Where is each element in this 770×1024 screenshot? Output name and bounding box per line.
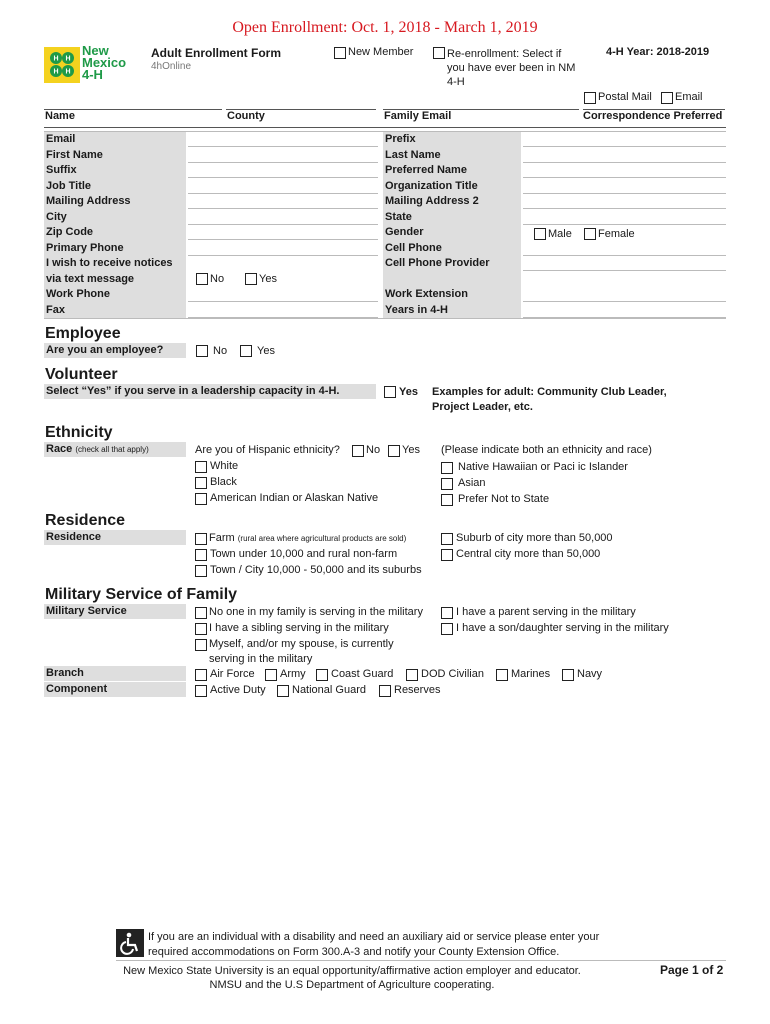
field-input-left[interactable]	[188, 301, 378, 302]
residence-option-label: Town under 10,000 and rural non-farm	[210, 548, 398, 560]
hispanic-question: Are you of Hispanic ethnicity?	[195, 444, 340, 456]
field-input-left[interactable]	[188, 177, 378, 178]
field-label-left: Fax	[46, 303, 65, 316]
gender-male-label: Male	[548, 228, 572, 240]
race-option-checkbox[interactable]	[195, 461, 207, 473]
field-label-left: Job Title	[46, 179, 92, 192]
branch-option-checkbox[interactable]	[406, 669, 418, 681]
field-label-right: Last Name	[385, 148, 441, 161]
field-label-left: Mailing Address	[46, 195, 131, 207]
field-label-right: Preferred Name	[385, 164, 467, 176]
branch-option-label: Army	[280, 668, 306, 680]
field-input-left[interactable]	[188, 255, 378, 256]
race-option-checkbox[interactable]	[441, 494, 453, 506]
field-label-left: I wish to receive notices	[46, 257, 173, 269]
race-option-checkbox[interactable]	[195, 477, 207, 489]
open-enrollment-title: Open Enrollment: Oct. 1, 2018 - March 1, 2019	[232, 19, 538, 36]
footer-divider	[116, 960, 726, 961]
farm-note: (rural area where agricultural products are sold)	[237, 534, 407, 543]
branch-option-label: Marines	[511, 668, 551, 680]
race-label: Race (check all that apply)	[46, 443, 149, 455]
component-option-label: Active Duty	[210, 684, 266, 696]
volunteer-yes-label: Yes	[399, 386, 418, 398]
field-label-right: Prefix	[385, 133, 416, 145]
ethnicity-heading: Ethnicity	[45, 424, 113, 441]
field-label-left: First Name	[46, 148, 103, 161]
race-note: (check all that apply)	[75, 445, 149, 454]
field-input-right[interactable]	[523, 177, 726, 178]
gender-female-checkbox[interactable]	[584, 228, 596, 240]
clover-icon	[44, 47, 80, 83]
field-label-left: Primary Phone	[46, 241, 124, 254]
residence-option-label: Central city more than 50,000	[456, 548, 601, 560]
field-label-right: Gender	[385, 226, 424, 238]
field-input-left[interactable]	[188, 193, 378, 194]
postal-mail-checkbox[interactable]	[584, 92, 596, 104]
email-correspondence-label: Email	[675, 91, 703, 103]
component-option-label: National Guard	[292, 684, 366, 696]
email-correspondence-checkbox[interactable]	[661, 92, 673, 104]
component-label: Component	[46, 683, 108, 695]
race-option-label: Black	[210, 476, 237, 488]
field-label-right: State	[385, 210, 412, 223]
military-option-label: No one in my family is serving in the military	[209, 606, 423, 618]
branch-option-checkbox[interactable]	[195, 669, 207, 681]
svg-text:H: H	[65, 55, 71, 63]
volunteer-examples: Examples for adult: Community Club Leader, Project Leader, etc.	[432, 386, 667, 413]
field-input-left[interactable]	[188, 162, 378, 163]
form-subtitle: 4hOnline	[151, 61, 192, 72]
military-option-checkbox[interactable]	[195, 639, 207, 651]
component-option-checkbox[interactable]	[195, 685, 207, 697]
residence-option-checkbox[interactable]	[441, 533, 453, 545]
employee-yes-checkbox[interactable]	[240, 345, 252, 357]
residence-option-checkbox[interactable]	[441, 549, 453, 561]
svg-text:H: H	[53, 55, 59, 63]
logo-text: New Mexico 4-H	[82, 43, 127, 82]
race-option-label: Native Hawaiian or Paci ic Islander	[458, 461, 628, 473]
branch-option-checkbox[interactable]	[496, 669, 508, 681]
race-option-label: White	[210, 460, 239, 472]
field-input-left[interactable]	[188, 224, 378, 225]
employee-yes-label: Yes	[257, 345, 275, 357]
text-notice-yes-checkbox[interactable]	[245, 273, 257, 285]
svg-text:H: H	[53, 68, 59, 76]
field-label-left: Work Phone	[46, 288, 110, 300]
hispanic-no-label: No	[366, 444, 381, 456]
component-option-label: Reserves	[394, 684, 441, 696]
residence-heading: Residence	[45, 512, 126, 529]
residence-farm-label: Farm (rural area where agricultural products are sold)	[209, 532, 407, 544]
race-option-checkbox[interactable]	[441, 462, 453, 474]
employee-no-checkbox[interactable]	[196, 345, 208, 357]
employee-question: Are you an employee?	[46, 344, 164, 356]
military-label: Military Service	[46, 605, 127, 617]
component-option-checkbox[interactable]	[379, 685, 391, 697]
text-notice-yes-label: Yes	[259, 273, 277, 285]
military-option-checkbox[interactable]	[441, 607, 453, 619]
field-grid-top	[44, 131, 726, 132]
field-label-left: Email	[46, 133, 76, 145]
reenrollment-label: Re-enrollment: Select if you have ever been in NM 4-H	[447, 48, 576, 88]
page-number: Page 1 of 2	[660, 963, 724, 977]
field-label-right: Years in 4-H	[385, 303, 448, 316]
field-input-right[interactable]	[523, 146, 726, 147]
branch-option-label: Air Force	[210, 668, 255, 680]
volunteer-heading: Volunteer	[45, 366, 118, 383]
component-option-checkbox[interactable]	[277, 685, 289, 697]
race-option-label: American Indian or Alaskan Native	[210, 492, 379, 504]
eeo-statement: New Mexico State University is an equal opportunity/affirmative action employer and educator. NMSU and the U.S Department of Agriculture cooperating.	[123, 965, 581, 991]
race-option-label: Prefer Not to State	[458, 493, 550, 505]
field-label-left: Zip Code	[46, 226, 94, 238]
form-title: Adult Enrollment Form	[151, 46, 281, 60]
military-heading: Military Service of Family	[45, 586, 238, 603]
field-label-left: via text message	[46, 272, 135, 285]
disability-notice: If you are an individual with a disability and need an auxiliary aid or service please enter your required accommodations on Form 300.A-3 and notify your County Extension Office.	[148, 931, 600, 958]
field-input-left[interactable]	[188, 239, 378, 240]
field-label-right: Organization Title	[385, 179, 478, 192]
branch-label: Branch	[46, 667, 84, 679]
name-label: Name	[45, 110, 75, 122]
military-option-label: I have a sibling serving in the military	[209, 622, 389, 634]
text-notice-no-label: No	[210, 273, 225, 285]
residence-option-checkbox[interactable]	[195, 565, 207, 577]
field-label-right: Cell Phone	[385, 241, 442, 254]
branch-option-checkbox[interactable]	[265, 669, 277, 681]
volunteer-yes-checkbox[interactable]	[384, 386, 396, 398]
race-option-checkbox[interactable]	[441, 478, 453, 490]
field-input-right[interactable]	[523, 270, 726, 271]
field-label-right: Cell Phone Provider	[385, 257, 490, 269]
field-input-right[interactable]	[523, 208, 726, 209]
military-option-checkbox[interactable]	[195, 623, 207, 635]
military-self-continued: serving in the military	[209, 653, 313, 665]
field-label-left: Suffix	[46, 164, 77, 176]
postal-mail-label: Postal Mail	[598, 91, 652, 103]
branch-option-checkbox[interactable]	[316, 669, 328, 681]
new-member-checkbox[interactable]	[334, 47, 346, 59]
hispanic-no-checkbox[interactable]	[352, 445, 364, 457]
svg-text:H: H	[65, 68, 71, 76]
military-option-checkbox[interactable]	[195, 607, 207, 619]
family-email-label: Family Email	[384, 110, 452, 122]
branch-option-label: DOD Civilian	[421, 668, 484, 680]
hispanic-yes-checkbox[interactable]	[388, 445, 400, 457]
new-member-label: New Member	[348, 46, 414, 58]
military-option-checkbox[interactable]	[441, 623, 453, 635]
field-label-left: City	[46, 210, 67, 223]
field-label-right: Mailing Address 2	[385, 195, 479, 207]
residence-farm-checkbox[interactable]	[195, 533, 207, 545]
branch-option-label: Navy	[577, 668, 603, 680]
field-input-right[interactable]	[523, 301, 726, 302]
gender-female-label: Female	[598, 228, 635, 240]
field-input-left[interactable]	[188, 146, 378, 147]
county-label: County	[227, 110, 265, 122]
field-input-right[interactable]	[523, 193, 726, 194]
race-option-checkbox[interactable]	[195, 493, 207, 505]
employee-heading: Employee	[45, 325, 121, 342]
branch-option-label: Coast Guard	[331, 668, 394, 680]
branch-option-checkbox[interactable]	[562, 669, 574, 681]
residence-option-checkbox[interactable]	[195, 549, 207, 561]
text-notice-no-checkbox[interactable]	[196, 273, 208, 285]
field-input-right[interactable]	[523, 224, 726, 225]
military-option-label: Myself, and/or my spouse, is currently	[209, 638, 394, 650]
nm-4h-logo	[44, 45, 134, 85]
ethnicity-note: (Please indicate both an ethnicity and race)	[441, 444, 652, 456]
field-input-right[interactable]	[523, 255, 726, 256]
4h-year: 4-H Year: 2018-2019	[606, 46, 710, 58]
military-option-label: I have a parent serving in the military	[456, 606, 636, 618]
reenrollment-checkbox[interactable]	[433, 47, 445, 59]
employee-no-label: No	[213, 345, 228, 357]
wheelchair-icon	[116, 929, 144, 957]
accessibility-icon	[116, 929, 144, 957]
field-label-right: Work Extension	[385, 288, 468, 300]
gender-male-checkbox[interactable]	[534, 228, 546, 240]
field-grid-bottom	[44, 318, 726, 319]
race-option-label: Asian	[458, 477, 486, 489]
hispanic-yes-label: Yes	[402, 444, 420, 456]
correspondence-label: Correspondence Preferred	[583, 110, 723, 122]
military-option-label: I have a son/daughter serving in the military	[456, 622, 669, 634]
residence-label: Residence	[46, 531, 102, 543]
residence-option-label: Suburb of city more than 50,000	[456, 532, 613, 544]
residence-option-label: Town / City 10,000 - 50,000 and its suburbs	[210, 564, 422, 576]
field-input-right[interactable]	[523, 162, 726, 163]
volunteer-question: Select “Yes” if you serve in a leadership capacity in 4-H.	[46, 385, 340, 397]
section-divider	[44, 127, 726, 128]
field-input-left[interactable]	[188, 208, 378, 209]
